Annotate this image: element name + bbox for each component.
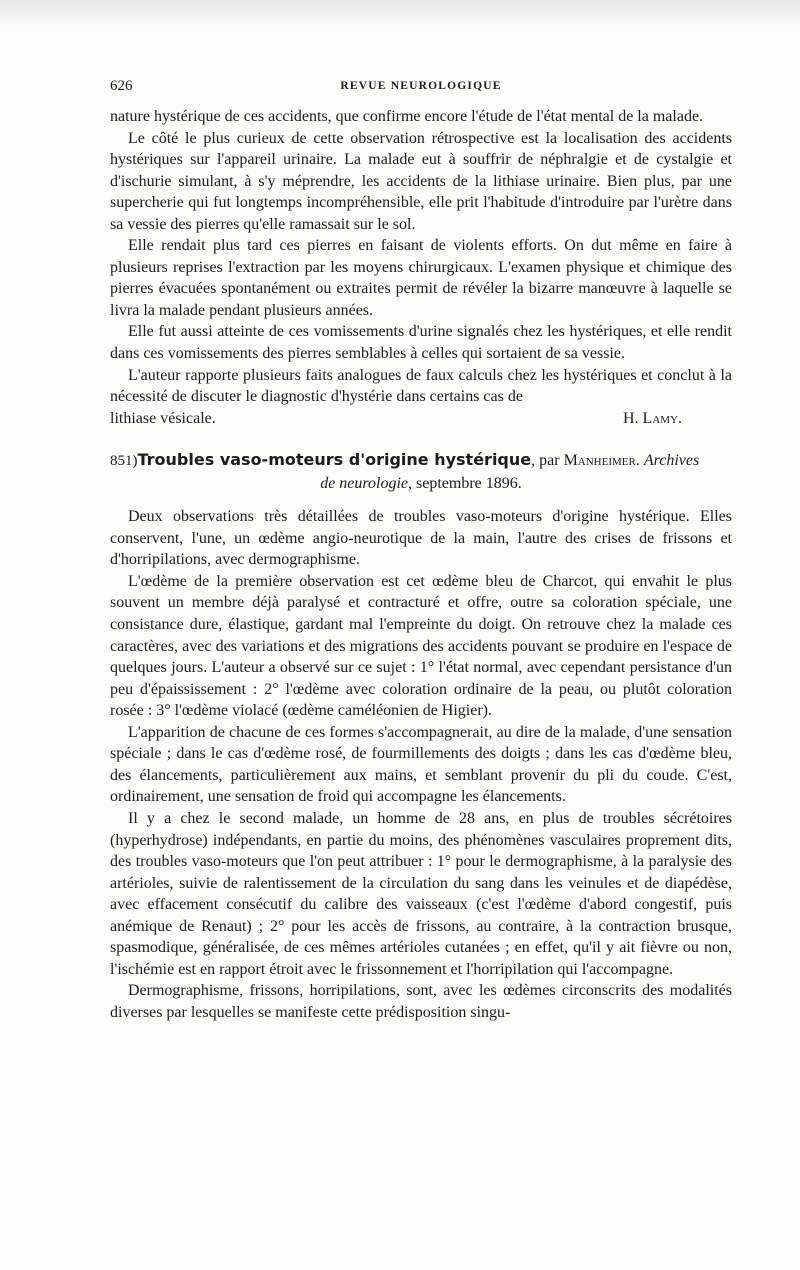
- article-journal-part-2: de neurologie: [320, 474, 409, 492]
- scan-edge-shading: [0, 0, 800, 30]
- article-by: , par: [531, 452, 564, 470]
- signature-line: [110, 408, 732, 430]
- running-head: [110, 78, 732, 98]
- paragraph-last-line: lithiase vésicale.: [110, 409, 216, 427]
- paragraph: L'auteur rapporte plusieurs faits analogues de faux calculs chez les hystériques et conclut à la nécessité de discuter le diagnostic d'hystérie dans certains cas de: [110, 366, 732, 406]
- page-number: 626: [110, 78, 133, 94]
- page-body: [110, 106, 732, 1023]
- article-number: 851): [110, 453, 138, 470]
- article-header-line-1: [110, 449, 732, 473]
- article-author: Manheimer: [563, 452, 636, 470]
- paragraph: Elle fut aussi atteinte de ces vomissements d'urine signalés chez les hystériques, et elle rendit dans ces vomissements des pierres semblables à celles qui sortaient de sa vessie.: [110, 323, 732, 363]
- article-title: Troubles vaso-moteurs d'origine hystérique: [137, 450, 532, 470]
- paragraph: Le côté le plus curieux de cette observation rétrospective est la localisation des accidents hystériques sur l'appareil urinaire. La malade eut à souffrir de néphralgie et de cystalgie et d'ischurie simulant, à s'y méprendre, les accidents de la lithiase urinaire. Bien plus, par une supercherie qui fut longtemps incompréhensible, elle prit l'habitude d'introduire par l'urètre dans sa vessie des pierres qu'elle ramassait sur le sol.: [110, 129, 732, 233]
- author-signature: H. Lamy.: [623, 409, 682, 427]
- article-header-line-2: [110, 473, 732, 495]
- article-header: [110, 449, 732, 494]
- paragraph: nature hystérique de ces accidents, que confirme encore l'étude de l'état mental de la malade.: [110, 108, 704, 125]
- paragraph: Il y a chez le second malade, un homme de 28 ans, en plus de troubles sécrétoires (hyperhydrose) indépendants, en partie du moins, des phénomènes vasculaires proprement dits, des troubles vaso-moteurs que l'on peut attribuer : 1° pour le dermographisme, à la paralysie des artérioles, suivie de ralentissement de la circulation du sang dans les veinules et de diapédèse, avec effacement consécutif du calibre des vaisseaux (c'est l'œdème d'abord congestif, puis anémique de Renaut) ; 2° pour les accès de frissons, au contraire, à la contraction brusque, spasmodique, généralisée, de ces mêmes artérioles cutanées ; en effet, qu'il y ait fièvre ou non, l'ischémie est en rapport étroit avec le frissonnement et l'horripilation qui l'accompagne.: [110, 809, 732, 978]
- article-date: , septembre 1896.: [408, 474, 522, 492]
- paragraph: Dermographisme, frissons, horripilations, sont, avec les œdèmes circonscrits des modalités diverses par lesquelles se manifeste cette prédisposition singu-: [110, 982, 732, 1021]
- paragraph: L'apparition de chacune de ces formes s'accompagnerait, au dire de la malade, d'une sensation spéciale ; dans le cas d'œdème rosé, de fourmillements des doigts ; dans les cas d'œdème bleu, des élancements, particulièrement aux mains, et semblant provenir du pli du coude. C'est, ordinairement, une sensation de froid qui accompagne les élancements.: [110, 723, 732, 806]
- article-author-separator: .: [635, 452, 644, 470]
- journal-title: REVUE NEUROLOGIQUE: [340, 80, 502, 92]
- paragraph: Elle rendait plus tard ces pierres en faisant de violents efforts. On dut même en faire à plusieurs reprises l'extraction par les moyens chirurgicaux. L'examen physique et chimique des pierres évacuées spontanément ou extraites permit de révéler la bizarre manœuvre à laquelle se livra la malade pendant plusieurs années.: [110, 237, 732, 319]
- paragraph: L'œdème de la première observation est cet œdème bleu de Charcot, qui envahit le plus souvent un membre déjà paralysé et contracturé et offre, outre sa coloration spéciale, une consistance dure, élastique, gardant mal l'empreinte du doigt. On retrouve chez la malade ces caractères, avec des variations et des migrations des accidents pouvant se produire en l'espace de quelques jours. L'auteur a observé sur ce sujet : 1° l'état normal, avec cependant persistance d'un peu d'épaississement : 2° l'œdème avec coloration ordinaire de la peau, ou plutôt coloration rosée : 3° l'œdème violacé (œdème caméléonien de Higier).: [110, 572, 732, 720]
- paragraph: Deux observations très détaillées de troubles vaso-moteurs d'origine hystérique. Elles conservent, l'une, un œdème angio-neurotique de la main, l'autre des crises de frissons et d'horripilations, avec dermographisme.: [110, 508, 732, 569]
- article-journal-part-1: Archives: [643, 452, 700, 470]
